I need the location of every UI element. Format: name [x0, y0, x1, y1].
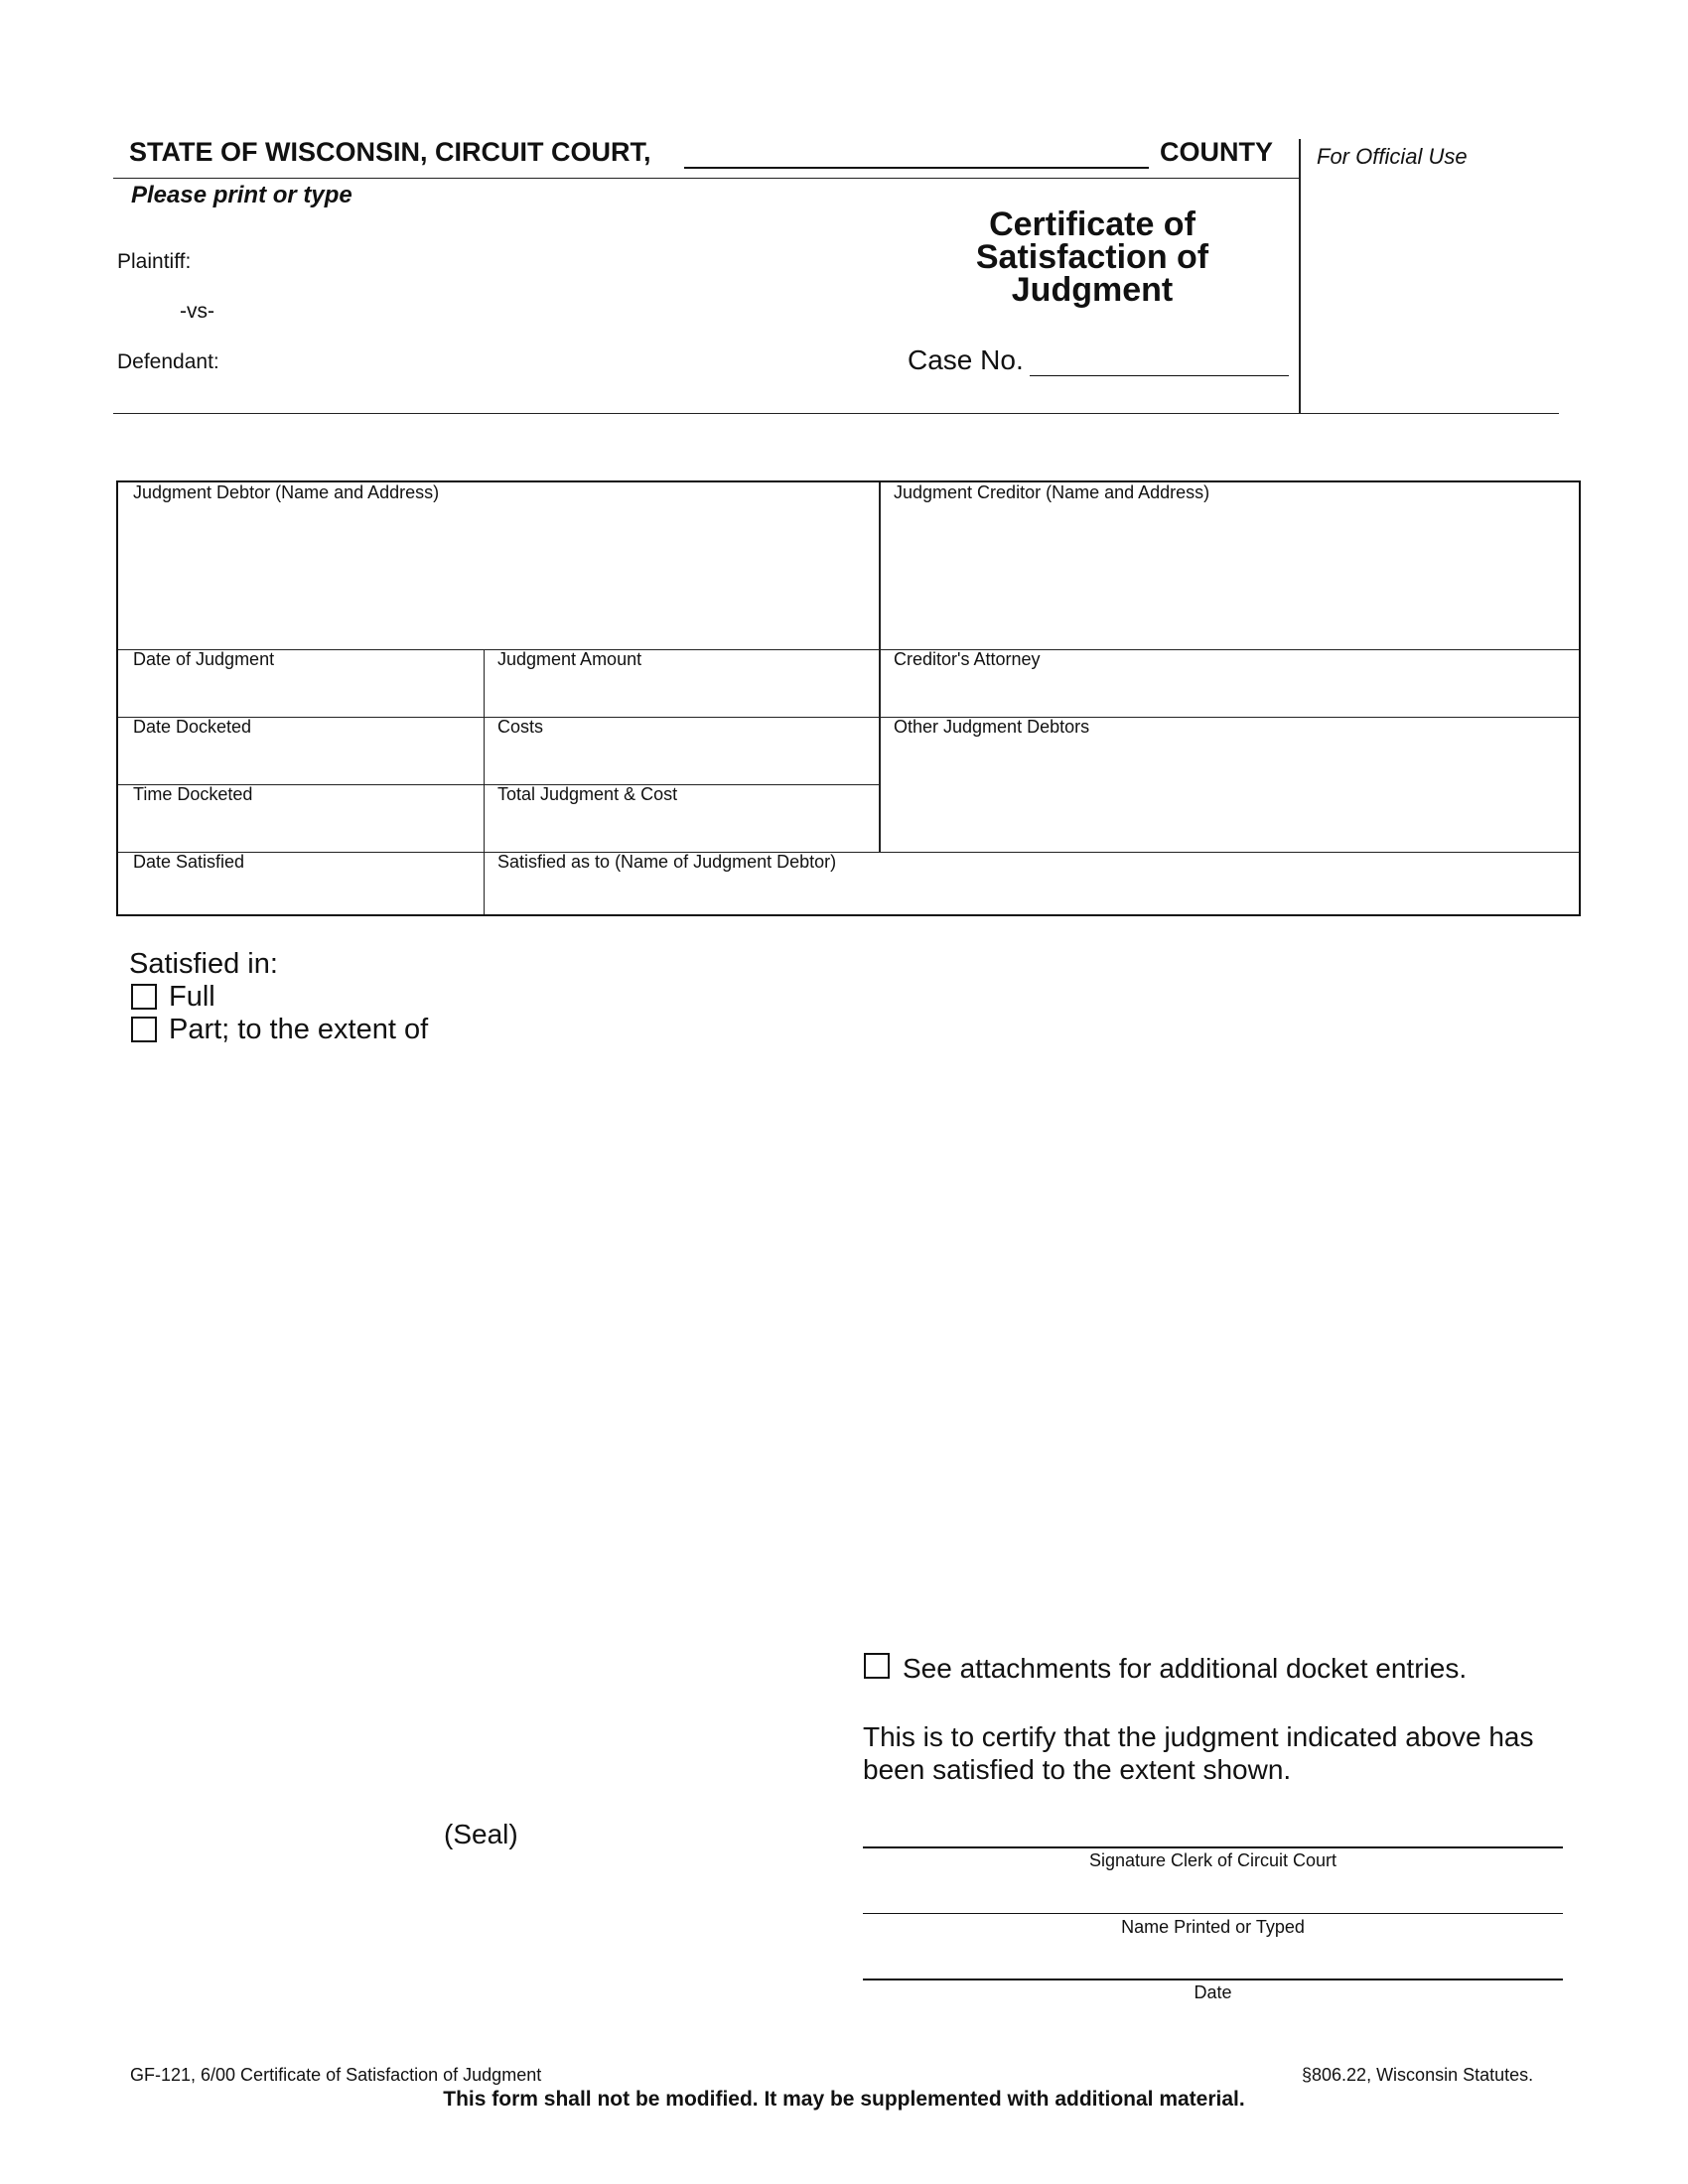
title-line: Judgment — [1011, 271, 1174, 309]
column-divider — [484, 649, 485, 914]
other-judgment-debtors-field[interactable]: Other Judgment Debtors — [894, 717, 1090, 737]
row-divider — [118, 852, 1579, 853]
attachments-checkbox[interactable] — [864, 1653, 890, 1679]
date-docketed-field[interactable]: Date Docketed — [133, 717, 252, 737]
official-use-divider — [1299, 139, 1301, 413]
county-name-field[interactable] — [684, 167, 1149, 169]
court-heading: STATE OF WISCONSIN, CIRCUIT COURT, — [129, 137, 651, 167]
judgment-debtor-field[interactable]: Judgment Debtor (Name and Address) — [133, 482, 440, 502]
date-of-judgment-field[interactable]: Date of Judgment — [133, 649, 275, 669]
signature-label: Signature Clerk of Circuit Court — [1088, 1850, 1337, 1870]
case-number-label: Case No. — [908, 344, 1024, 375]
versus-label: -vs- — [180, 300, 214, 323]
modification-notice: This form shall not be modified. It may be supplemented with additional material. — [443, 2088, 1245, 2111]
form-identifier: GF-121, 6/00 Certificate of Satisfaction of Judgment — [130, 2065, 542, 2085]
date-satisfied-field[interactable]: Date Satisfied — [133, 852, 245, 872]
printed-name-label: Name Printed or Typed — [1121, 1917, 1305, 1937]
document-title — [933, 205, 1251, 309]
part-option-label: Part; to the extent of — [169, 1014, 429, 1045]
full-option-label: Full — [169, 981, 215, 1013]
attachments-label: See attachments for additional docket entries. — [903, 1653, 1468, 1684]
printed-name-line[interactable] — [863, 1913, 1563, 1914]
total-judgment-cost-field[interactable]: Total Judgment & Cost — [497, 784, 678, 804]
caption-bottom-rule — [113, 413, 1559, 414]
county-label: COUNTY — [1160, 137, 1273, 167]
creditors-attorney-field[interactable]: Creditor's Attorney — [894, 649, 1041, 669]
row-divider — [118, 717, 1579, 718]
header-rule — [113, 178, 1299, 179]
title-line: Satisfaction of — [975, 238, 1209, 276]
row-divider — [118, 649, 1579, 650]
costs-field[interactable]: Costs — [497, 717, 544, 737]
date-label: Date — [1194, 1982, 1232, 2002]
statute-reference: §806.22, Wisconsin Statutes. — [1302, 2065, 1534, 2085]
judgment-amount-field[interactable]: Judgment Amount — [497, 649, 642, 669]
satisfied-in-label: Satisfied in: — [129, 948, 278, 980]
date-line[interactable] — [863, 1979, 1563, 1980]
judgment-creditor-field[interactable]: Judgment Creditor (Name and Address) — [894, 482, 1210, 502]
case-number-field[interactable] — [1030, 375, 1289, 376]
time-docketed-field[interactable]: Time Docketed — [133, 784, 253, 804]
full-checkbox[interactable] — [131, 984, 157, 1010]
official-use-label: For Official Use — [1317, 144, 1468, 169]
print-instruction: Please print or type — [131, 182, 352, 208]
column-divider — [879, 482, 881, 852]
plaintiff-label: Plaintiff: — [117, 250, 192, 273]
seal-label: (Seal) — [444, 1819, 518, 1849]
judgment-info-table — [116, 480, 1581, 916]
part-checkbox[interactable] — [131, 1017, 157, 1042]
satisfied-as-to-field[interactable]: Satisfied as to (Name of Judgment Debtor) — [497, 852, 837, 872]
defendant-label: Defendant: — [117, 350, 219, 373]
signature-line[interactable] — [863, 1846, 1563, 1848]
title-line: Certificate of — [989, 205, 1196, 243]
certification-statement: This is to certify that the judgment indicated above has been satisfied to the extent shown. — [863, 1721, 1534, 1785]
